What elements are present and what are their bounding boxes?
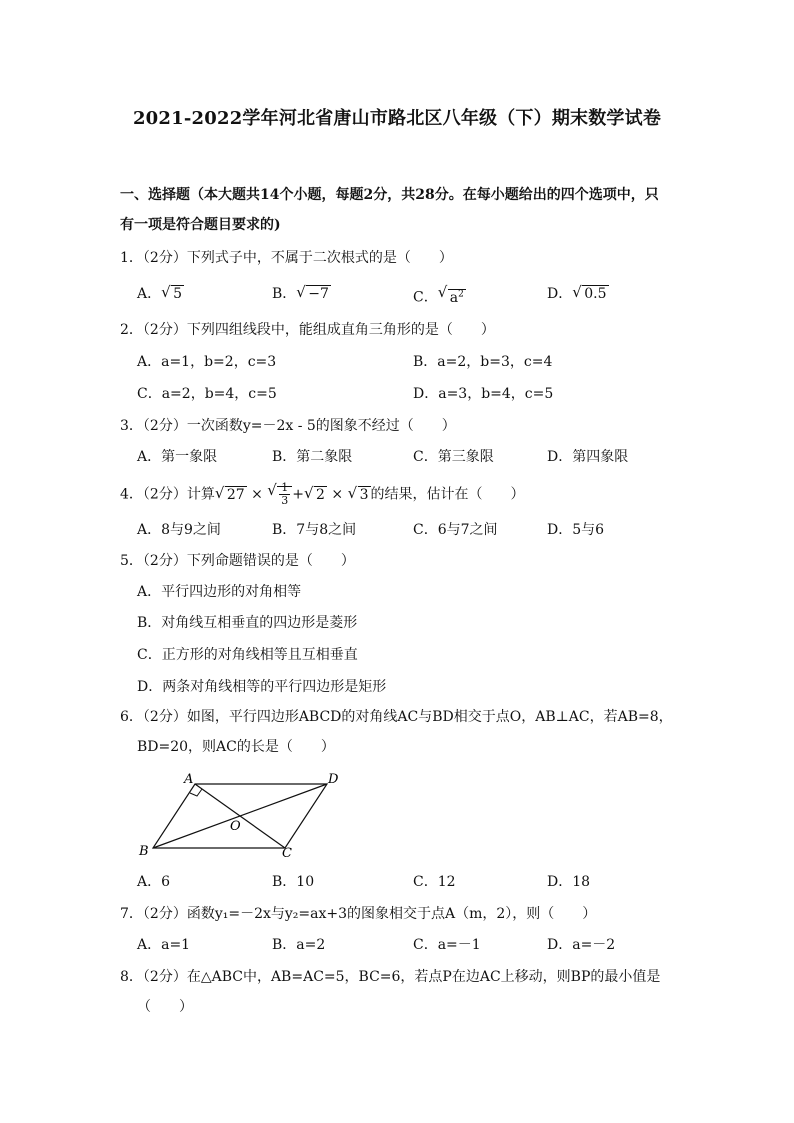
q4-times-2: × [331, 486, 344, 503]
q1-option-b [272, 284, 331, 304]
diagonal-bd [153, 784, 327, 848]
q6-option-b: B．10 [272, 874, 315, 890]
q1-option-a-radicand: 5 [173, 286, 183, 302]
q1-option-d [547, 284, 609, 304]
q1-option-c-exponent: 2 [458, 289, 464, 299]
q4-option-b: B．7与8之间 [272, 522, 357, 538]
question-7-stem: 7．（2分）函数y₁=－2x与y₂=ax+3的图象相交于点A（m，2），则（ ） [120, 906, 597, 922]
question-6-stem-line-1: 6．（2分）如图，平行四边形ABCD的对角线AC与BD相交于点O，AB⊥AC，若AB=8， [120, 709, 673, 725]
q4-radicand-1: 27 [226, 486, 245, 503]
q1-option-b-radicand: −7 [308, 286, 329, 302]
vertex-label-c: C [282, 846, 292, 861]
q7-option-c: C．a=－1 [413, 937, 481, 953]
q4-fraction [279, 482, 290, 507]
q2-option-a: A．a=1，b=2，c=3 [137, 354, 277, 370]
q7-option-a: A．a=1 [137, 937, 191, 953]
q4-fraction-denominator: 3 [281, 494, 289, 507]
right-angle-mark [190, 789, 202, 796]
q1-option-d-label: D． [547, 286, 573, 302]
q1-option-c [413, 284, 466, 308]
q1-option-c-label: C． [413, 289, 438, 306]
q1-option-d-radicand: 0.5 [584, 286, 607, 302]
sqrt-symbol [215, 485, 247, 505]
q3-option-b: B．第二象限 [272, 449, 353, 465]
sqrt-symbol [572, 284, 608, 304]
q2-option-c: C．a=2，b=4，c=5 [137, 386, 277, 402]
vertex-label-b: B [139, 844, 149, 859]
q7-option-b: B．a=2 [272, 937, 326, 953]
q2-option-d: D．a=3，b=4，c=5 [413, 386, 554, 402]
question-4-stem [120, 482, 525, 507]
q4-radicand-3: 3 [359, 486, 369, 503]
section-heading-line-1: 一、选择题（本大题共14个小题，每题2分，共28分。在每小题给出的四个选项中，只 [120, 187, 659, 203]
q4-times-1: × [251, 486, 263, 503]
q4-fraction-numerator: √ 1 [281, 481, 289, 494]
vertex-label-d: D [328, 772, 339, 787]
sqrt-symbol [348, 485, 371, 505]
q3-option-d: D．第四象限 [547, 449, 629, 465]
q1-option-c-base: a [449, 289, 459, 306]
q4-option-a: A．8与9之间 [137, 522, 221, 538]
q1-option-a-label: A． [137, 286, 162, 302]
q1-option-a [137, 284, 184, 304]
q6-option-a: A．6 [137, 874, 171, 890]
q4-suffix: 的结果，估计在（ ） [370, 486, 525, 503]
q5-option-b: B．对角线互相垂直的四边形是菱形 [137, 615, 358, 631]
vertex-label-a: A [184, 772, 194, 787]
q6-option-c: C．12 [413, 874, 456, 890]
question-8-stem-line-2: （ ） [137, 999, 193, 1015]
question-5-stem: 5．（2分）下列命题错误的是（ ） [120, 553, 355, 569]
q2-option-b: B．a=2，b=3，c=4 [413, 354, 553, 370]
sqrt-symbol [304, 485, 327, 505]
question-8-stem-line-1: 8．（2分）在△ABC中，AB=AC=5，BC=6，若点P在边AC上移动，则BP的最小值是 [120, 969, 661, 985]
parallelogram-figure [135, 766, 355, 862]
question-3-stem: 3．（2分）一次函数y=－2x - 5的图象不经过（ ） [120, 418, 456, 434]
point-label-o: O [230, 819, 241, 834]
section-heading-line-2: 有一项是符合题目要求的) [120, 217, 281, 233]
q5-option-a: A．平行四边形的对角相等 [137, 584, 302, 600]
section-heading [120, 180, 680, 240]
q4-radicand-2: 2 [316, 486, 325, 503]
sqrt-symbol [438, 284, 466, 308]
q5-option-d: D．两条对角线相等的平行四边形是矩形 [137, 679, 387, 695]
q5-option-c: C．正方形的对角线相等且互相垂直 [137, 647, 358, 663]
q3-option-a: A．第一象限 [137, 449, 218, 465]
q4-prefix: 4．（2分）计算 [120, 486, 215, 503]
question-1-stem: 1．（2分）下列式子中，不属于二次根式的是（ ） [120, 250, 453, 266]
q1-option-b-label: B． [272, 286, 297, 302]
sqrt-symbol [267, 482, 292, 507]
q6-option-d: D．18 [547, 874, 591, 890]
question-6-stem-line-2: BD=20，则AC的长是（ ） [137, 739, 335, 755]
sqrt-symbol [296, 284, 331, 304]
q4-option-d: D．5与6 [547, 522, 605, 538]
q4-plus: + [292, 486, 305, 503]
sqrt-symbol [161, 284, 184, 304]
page-title: 2021-2022学年河北省唐山市路北区八年级（下）期末数学试卷 [132, 108, 662, 129]
q7-option-d: D．a=－2 [547, 937, 616, 953]
question-2-stem: 2．（2分）下列四组线段中，能组成直角三角形的是（ ） [120, 322, 495, 338]
q3-option-c: C．第三象限 [413, 449, 494, 465]
q4-option-c: C．6与7之间 [413, 522, 498, 538]
